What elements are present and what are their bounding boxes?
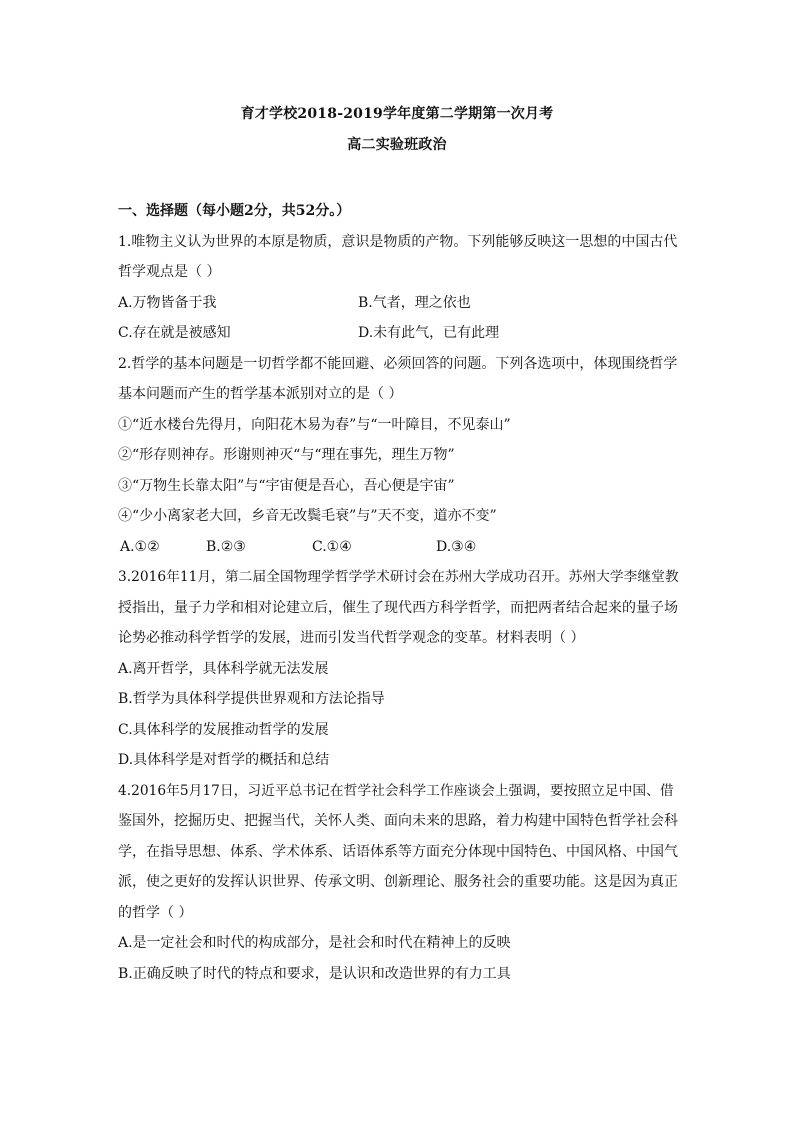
question-2-stem-line-1: 2.哲学的基本问题是一切哲学都不能回避、必须回答的问题。下列各选项中，体现围绕哲学 [118,355,678,372]
question-4-stem-line-3: 学，在指导思想、体系、学术体系、话语体系等方面充分体现中国特色、中国风格、中国气 [118,843,678,860]
question-1-options-row-1 [118,288,683,319]
exam-content [118,196,683,989]
question-2-option-d: D.③④ [436,538,477,555]
question-3-stem-line-1: 3.2016年11月，第二届全国物理学哲学学术研讨会在苏州大学成功召开。苏州大学李继堂教 [118,569,679,585]
question-3-option-c: C.具体科学的发展推动哲学的发展 [118,721,329,738]
question-1-option-c: C.存在就是被感知 [118,325,231,341]
question-1-option-a: A.万物皆备于我 [118,294,217,311]
question-4-option-a: A.是一定社会和时代的构成部分，是社会和时代在精神上的反映 [118,935,511,951]
question-4 [118,776,683,990]
exam-subtitle: 高二实验班政治 [347,137,447,153]
question-2-option-a: A.①② [120,538,160,555]
question-1 [118,227,683,349]
question-1-stem-line-2: 哲学观点是（ ） [118,264,221,280]
question-4-stem-line-5: 的哲学（ ） [118,904,193,921]
question-4-stem-line-1: 4.2016年5月17日，习近平总书记在哲学社会科学工作座谈会上强调，要按照立足中国、借 [118,782,674,799]
question-2-item-3: ③“万物生长靠太阳”与“宇宙便是吾心，吾心便是宇宙” [118,477,455,494]
question-4-option-b: B.正确反映了时代的特点和要求，是认识和改造世界的有力工具 [118,965,511,982]
question-3-option-d: D.具体科学是对哲学的概括和总结 [118,752,330,768]
question-4-stem-line-4: 派，使之更好的发挥认识世界、传承文明、创新理论、服务社会的重要功能。这是因为真正 [118,874,678,890]
section-heading: 一、选择题（每小题2分，共52分。） [118,203,351,219]
question-1-stem-line-1: 1.唯物主义认为世界的本原是物质，意识是物质的产物。下列能够反映这一思想的中国古代 [118,233,678,250]
question-2-options-row [118,532,683,563]
exam-title: 育才学校2018-2019学年度第二学期第一次月考 [240,106,554,122]
question-1-option-d: D.未有此气，已有此理 [358,325,500,341]
question-3-stem-line-2: 授指出，量子力学和相对论建立后，催生了现代西方科学哲学，而把两者结合起来的量子场 [118,599,678,616]
question-2-item-1: ①“近水楼台先得月，向阳花木易为春”与“一叶障目，不见泰山” [118,416,511,433]
question-2-option-b: B.②③ [206,538,246,555]
question-2 [118,349,683,563]
question-1-options-row-2 [118,318,683,349]
question-2-stem-line-2: 基本问题而产生的哲学基本派别对立的是（ ） [118,386,403,402]
question-3-option-b: B.哲学为具体科学提供世界观和方法论指导 [118,691,385,707]
question-2-option-c: C.①④ [312,538,352,555]
question-2-item-2: ②“形存则神存。形谢则神灭“与“理在事先，理生万物” [118,447,455,463]
question-3-option-a: A.离开哲学，具体科学就无法发展 [118,660,329,677]
question-3-stem-line-3: 论势必推动科学哲学的发展，进而引发当代哲学观念的变革。材料表明（ ） [118,630,585,646]
question-2-item-4: ④“少小离家老大回，乡音无改鬓毛衰”与”天不变，道亦不变” [118,508,497,524]
question-3 [118,562,683,776]
question-1-option-b: B.气者，理之依也 [358,294,471,311]
question-4-stem-line-2: 鉴国外，挖掘历史、把握当代，关怀人类、面向未来的思路，着力构建中国特色哲学社会科 [118,813,678,829]
